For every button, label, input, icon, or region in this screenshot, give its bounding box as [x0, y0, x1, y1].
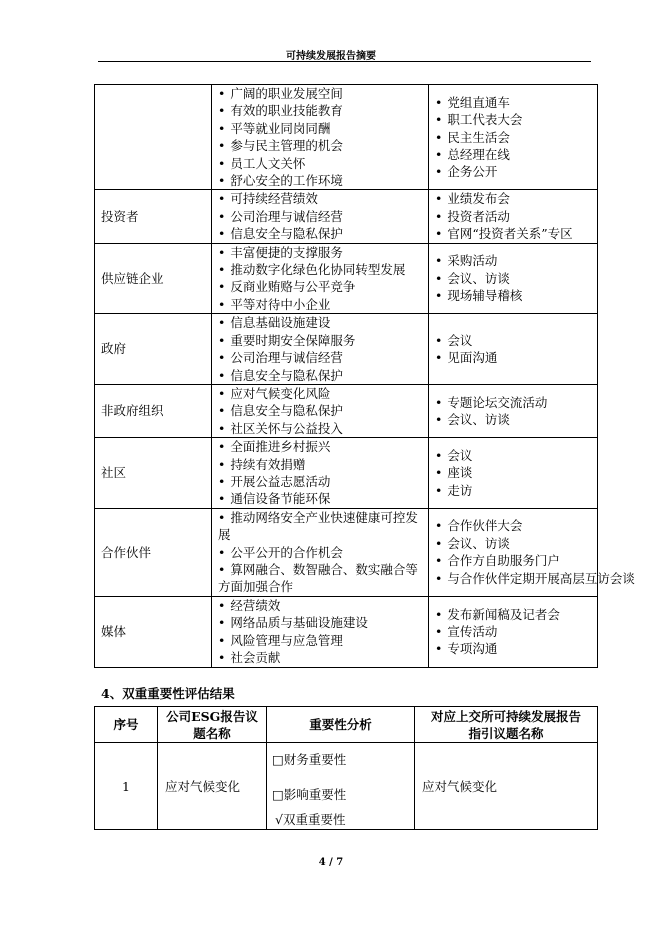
channel-item-text: 会议 — [447, 447, 473, 463]
channel-item — [435, 225, 593, 242]
stakeholder-channels — [429, 243, 598, 314]
concern-item-text: 反商业贿赂与公平竞争 — [230, 279, 356, 295]
concern-item — [218, 385, 424, 402]
stakeholder-concerns — [212, 438, 429, 509]
concern-item-text: 平等对待中小企业 — [230, 296, 331, 312]
bullet-icon: • — [218, 315, 226, 331]
bullet-icon: • — [435, 641, 443, 657]
channel-item-text: 专项沟通 — [447, 641, 498, 657]
header-topic-line2: 题名称 — [193, 725, 231, 741]
materiality-row — [95, 743, 598, 830]
row-guide-topic: 应对气候变化 — [415, 743, 598, 830]
concern-item-text: 网络品质与基础设施建设 — [230, 615, 368, 631]
channel-item-text: 民主生活会 — [447, 129, 510, 145]
channel-item — [435, 111, 593, 128]
bullet-icon: • — [218, 120, 226, 136]
concern-item-text: 全面推进乡村振兴 — [230, 439, 331, 455]
bullet-icon: • — [435, 447, 443, 463]
channel-item-text: 专题论坛交流活动 — [447, 394, 548, 410]
bullet-icon: • — [435, 412, 443, 428]
concern-item-text: 社会贡献 — [230, 650, 281, 666]
concern-item — [218, 155, 424, 172]
bullet-icon: • — [218, 650, 226, 666]
concern-item-text: 推动网络安全产业快速健康可控发展 — [218, 509, 418, 543]
concern-item-text: 信息基础设施建设 — [230, 315, 331, 331]
header-guide-line2: 指引议题名称 — [468, 725, 544, 741]
concern-item — [218, 190, 424, 207]
bullet-icon: • — [218, 173, 226, 189]
bullet-icon: • — [218, 332, 226, 348]
concern-item-text: 重要时期安全保障服务 — [230, 332, 356, 348]
concern-item-text: 通信设备节能环保 — [230, 491, 331, 507]
page-number: 4 / 7 — [318, 857, 344, 868]
bullet-icon: • — [435, 350, 443, 366]
channel-item-text: 见面沟通 — [447, 350, 498, 366]
concern-item — [218, 261, 424, 278]
bullet-icon: • — [218, 473, 226, 489]
stakeholder-row — [95, 596, 598, 667]
concern-item-text: 广阔的职业发展空间 — [230, 86, 343, 101]
stakeholder-concerns — [212, 314, 429, 385]
bullet-icon: • — [218, 279, 226, 295]
stakeholder-table — [94, 84, 635, 668]
concern-item-text: 开展公益志愿活动 — [230, 473, 331, 489]
bullet-icon: • — [218, 509, 226, 525]
concern-item — [218, 296, 424, 313]
bullet-icon: • — [218, 597, 226, 613]
concern-item-text: 公司治理与诚信经营 — [230, 208, 343, 224]
header-analysis: 重要性分析 — [267, 707, 415, 743]
bullet-icon: • — [218, 632, 226, 648]
bullet-icon: • — [218, 491, 226, 507]
concern-item-text: 经营绩效 — [230, 597, 281, 613]
concern-item-text: 参与民主管理的机会 — [230, 138, 343, 154]
channel-item-text: 职工代表大会 — [447, 112, 523, 128]
header-guide-line1: 对应上交所可持续发展报告 — [430, 708, 581, 724]
channel-item — [435, 349, 593, 366]
concern-item-text: 信息安全与隐私保护 — [230, 403, 343, 419]
bullet-icon: • — [218, 138, 226, 154]
row-analysis — [267, 743, 415, 830]
concern-item — [218, 314, 424, 331]
concern-item — [218, 544, 424, 561]
concern-item — [218, 137, 424, 154]
stakeholder-group: 媒体 — [95, 596, 212, 667]
bullet-icon: • — [435, 465, 443, 481]
concern-item — [218, 456, 424, 473]
channel-item-text: 会议、访谈 — [447, 270, 510, 286]
bullet-icon: • — [435, 112, 443, 128]
concern-item — [218, 278, 424, 295]
stakeholder-group: 社区 — [95, 438, 212, 509]
bullet-icon: • — [435, 191, 443, 207]
concern-item-text: 员工人文关怀 — [230, 155, 306, 171]
channel-item — [435, 94, 593, 111]
channel-item-text: 与合作伙伴定期开展高层互访会谈 — [447, 570, 635, 586]
concern-item — [218, 172, 424, 189]
concern-item — [218, 225, 424, 242]
channel-item — [435, 411, 593, 428]
bullet-icon: • — [435, 553, 443, 569]
concern-item-text: 公司治理与诚信经营 — [230, 350, 343, 366]
channel-item-text: 业绩发布会 — [447, 191, 510, 207]
stakeholder-group — [95, 85, 212, 190]
stakeholder-channels — [429, 85, 598, 190]
row-no: 1 — [95, 743, 158, 830]
stakeholder-row — [95, 190, 598, 243]
concern-item — [218, 509, 424, 544]
channel-item-text: 合作伙伴大会 — [447, 518, 523, 534]
bullet-icon: • — [435, 226, 443, 242]
channel-item — [435, 129, 593, 146]
materiality-table — [94, 706, 598, 830]
bullet-icon: • — [435, 164, 443, 180]
bullet-icon: • — [218, 385, 226, 401]
header-guide — [415, 707, 598, 743]
concern-item — [218, 649, 424, 666]
concern-item — [218, 349, 424, 366]
bullet-icon: • — [435, 253, 443, 269]
header-topic — [158, 707, 267, 743]
financial-checkbox: □财务重要性 — [272, 751, 347, 767]
stakeholder-row — [95, 314, 598, 385]
bullet-icon: • — [218, 561, 226, 577]
bullet-icon: • — [218, 350, 226, 366]
bullet-icon: • — [435, 270, 443, 286]
concern-item — [218, 420, 424, 437]
concern-item — [218, 561, 424, 596]
concern-item-text: 舒心安全的工作环境 — [230, 173, 343, 189]
channel-item-text: 采购活动 — [447, 253, 498, 269]
bullet-icon: • — [218, 367, 226, 383]
channel-item-text: 座谈 — [447, 465, 473, 481]
header-rule — [98, 61, 591, 62]
concern-item-text: 信息安全与隐私保护 — [230, 367, 343, 383]
channel-item-text: 合作方自助服务门户 — [447, 553, 560, 569]
channel-item — [435, 287, 593, 304]
stakeholder-row — [95, 438, 598, 509]
bullet-icon: • — [435, 94, 443, 110]
channel-item — [435, 270, 593, 287]
bullet-icon: • — [218, 191, 226, 207]
bullet-icon: • — [218, 226, 226, 242]
bullet-icon: • — [218, 420, 226, 436]
bullet-icon: • — [435, 146, 443, 162]
channel-item — [435, 332, 593, 349]
concern-item-text: 算网融合、数智融合、数实融合等方面加强合作 — [218, 561, 418, 595]
channel-item — [435, 252, 593, 269]
channel-item — [435, 394, 593, 411]
channel-item-text: 宣传活动 — [447, 624, 498, 640]
concern-item-text: 公平公开的合作机会 — [230, 544, 343, 560]
stakeholder-concerns — [212, 508, 429, 596]
concern-item-text: 可持续经营绩效 — [230, 191, 318, 207]
stakeholder-concerns — [212, 243, 429, 314]
channel-item-text: 发布新闻稿及记者会 — [447, 606, 560, 622]
impact-checkbox: □影响重要性 — [272, 786, 347, 802]
bullet-icon: • — [435, 208, 443, 224]
bullet-icon: • — [218, 155, 226, 171]
concern-item — [218, 438, 424, 455]
stakeholder-group: 非政府组织 — [95, 384, 212, 437]
channel-item — [435, 163, 593, 180]
stakeholder-row — [95, 85, 598, 190]
concern-item — [218, 85, 424, 102]
stakeholder-row — [95, 508, 598, 596]
bullet-icon: • — [218, 244, 226, 260]
concern-item-text: 风险管理与应急管理 — [230, 632, 343, 648]
bullet-icon: • — [435, 535, 443, 551]
channel-item — [435, 623, 593, 640]
channel-item — [435, 535, 593, 552]
concern-item-text: 持续有效捐赠 — [230, 456, 306, 472]
channel-item — [435, 640, 593, 657]
stakeholder-group: 政府 — [95, 314, 212, 385]
stakeholder-channels — [429, 190, 598, 243]
channel-item — [435, 190, 593, 207]
header-no: 序号 — [95, 707, 158, 743]
stakeholder-concerns — [212, 85, 429, 190]
bullet-icon: • — [435, 332, 443, 348]
bullet-icon: • — [218, 544, 226, 560]
channel-item — [435, 570, 635, 587]
concern-item — [218, 473, 424, 490]
materiality-header-row — [95, 707, 598, 743]
channel-item — [435, 606, 593, 623]
channel-item — [435, 208, 593, 225]
section-title: 4、双重重要性评估结果 — [101, 686, 235, 701]
channel-item-text: 会议、访谈 — [447, 535, 510, 551]
stakeholder-group: 供应链企业 — [95, 243, 212, 314]
channel-item-text: 党组直通车 — [447, 94, 510, 110]
stakeholder-concerns — [212, 190, 429, 243]
concern-item — [218, 597, 424, 614]
channel-item — [435, 447, 593, 464]
bullet-icon: • — [218, 262, 226, 278]
bullet-icon: • — [218, 403, 226, 419]
bullet-icon: • — [218, 86, 226, 101]
concern-item — [218, 208, 424, 225]
concern-item-text: 社区关怀与公益投入 — [230, 420, 343, 436]
bullet-icon: • — [218, 208, 226, 224]
concern-item-text: 推动数字化绿色化协同转型发展 — [230, 262, 406, 278]
stakeholder-row — [95, 384, 598, 437]
channel-item-text: 会议 — [447, 332, 473, 348]
concern-item-text: 应对气候变化风险 — [230, 385, 331, 401]
stakeholder-group: 投资者 — [95, 190, 212, 243]
channel-item — [435, 517, 593, 534]
bullet-icon: • — [218, 103, 226, 119]
stakeholder-concerns — [212, 384, 429, 437]
stakeholder-group: 合作伙伴 — [95, 508, 212, 596]
stakeholder-channels — [429, 314, 598, 385]
concern-item — [218, 102, 424, 119]
row-topic: 应对气候变化 — [158, 743, 267, 830]
channel-item — [435, 146, 593, 163]
concern-item — [218, 244, 424, 261]
channel-item — [435, 464, 593, 481]
channel-item-text: 走访 — [447, 482, 473, 498]
header-topic-line1: 公司ESG报告议 — [166, 708, 258, 724]
bullet-icon: • — [218, 296, 226, 312]
bullet-icon: • — [435, 288, 443, 304]
bullet-icon: • — [435, 518, 443, 534]
concern-item — [218, 402, 424, 419]
stakeholder-concerns — [212, 596, 429, 667]
channel-item-text: 投资者活动 — [447, 208, 510, 224]
concern-item — [218, 614, 424, 631]
stakeholder-channels — [429, 508, 635, 596]
double-checkbox: √双重重要性 — [275, 811, 346, 827]
bullet-icon: • — [435, 394, 443, 410]
concern-item — [218, 490, 424, 507]
bullet-icon: • — [435, 624, 443, 640]
concern-item-text: 丰富便捷的支撑服务 — [230, 244, 343, 260]
bullet-icon: • — [435, 129, 443, 145]
bullet-icon: • — [435, 606, 443, 622]
concern-item-text: 信息安全与隐私保护 — [230, 226, 343, 242]
stakeholder-channels — [429, 596, 598, 667]
channel-item-text: 官网“投资者关系”专区 — [447, 226, 573, 242]
concern-item — [218, 367, 424, 384]
concern-item — [218, 120, 424, 137]
page-header: 可持续发展报告摘要 — [286, 51, 376, 62]
channel-item-text: 现场辅导稽核 — [447, 288, 523, 304]
bullet-icon: • — [218, 439, 226, 455]
concern-item-text: 平等就业同岗同酬 — [230, 120, 331, 136]
bullet-icon: • — [435, 482, 443, 498]
stakeholder-channels — [429, 384, 598, 437]
channel-item-text: 会议、访谈 — [447, 412, 510, 428]
concern-item-text: 有效的职业技能教育 — [230, 103, 343, 119]
bullet-icon: • — [218, 456, 226, 472]
bullet-icon: • — [218, 615, 226, 631]
bullet-icon: • — [435, 570, 443, 586]
channel-item — [435, 482, 593, 499]
concern-item — [218, 332, 424, 349]
stakeholder-channels — [429, 438, 598, 509]
stakeholder-row — [95, 243, 598, 314]
channel-item-text: 总经理在线 — [447, 146, 510, 162]
channel-item — [435, 552, 593, 569]
concern-item — [218, 632, 424, 649]
channel-item-text: 企务公开 — [447, 164, 498, 180]
